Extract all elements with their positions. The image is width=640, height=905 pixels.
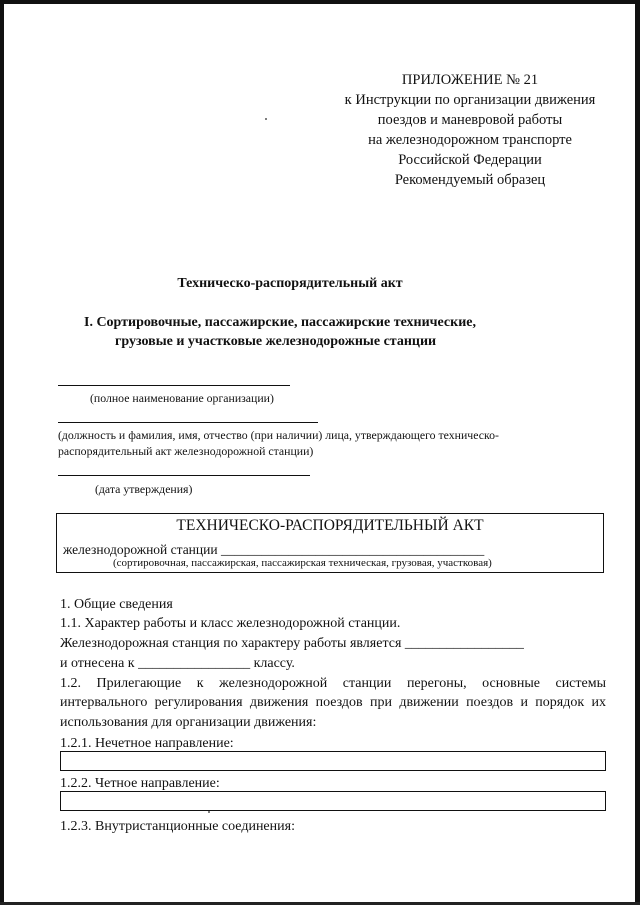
clause-1-2-line: интервального регулирования движения поездов при движении поездов и порядок их [60,695,606,710]
appendix-line: поездов и маневровой работы [377,112,563,128]
clause-1-2-2: 1.2.2. Четное направление: [60,776,220,791]
appendix-line: Российской Федерации [398,152,542,168]
section-heading-line1: I. Сортировочные, пассажирские, пассажирские технические, [84,315,476,330]
date-caption: (дата утверждения) [95,482,193,496]
section-general-info: 1. Общие сведения [60,597,173,612]
clause-1-2-line: 1.2. Прилегающие к железнодорожной станции перегоны, основные системы [60,676,606,691]
appendix-line: к Инструкции по организации движения [344,92,596,108]
appendix-line: Рекомендуемый образец [394,172,546,188]
date-blank-line [58,475,310,476]
position-blank-line [58,422,318,423]
document-title: Техническо-распорядительный акт [177,276,403,291]
section-heading-line2: грузовые и участковые железнодорожные станции [115,334,437,349]
station-field-label: железнодорожной станции _______________________________________ [63,542,485,557]
scan-border-top [0,0,640,4]
appendix-header [320,70,620,190]
station-type-note: (сортировочная, пассажирская, пассажирская техническая, грузовая, участковая) [113,557,492,569]
appendix-line: на железнодорожном транспорте [368,132,572,148]
organization-blank-line [58,385,290,386]
scan-border-right [635,0,640,905]
position-caption: (должность и фамилия, имя, отчество (при наличии) лица, утверждающего техническо- [58,428,499,442]
organization-caption: (полное наименование организации) [90,391,274,405]
clause-1-1: 1.1. Характер работы и класс железнодорожной станции. [60,616,401,631]
scan-speck [265,118,267,120]
scan-border-left [0,0,4,905]
clause-1-2-line: использования для организации движения: [60,715,317,730]
scan-speck [208,811,210,813]
even-direction-field[interactable] [60,791,606,811]
position-caption: распорядительный акт железнодорожной станции) [58,444,314,458]
odd-direction-field[interactable] [60,751,606,771]
clause-1-1-work-type: Железнодорожная станция по характеру работы является _________________ [60,636,524,651]
clause-1-2-3: 1.2.3. Внутристанционные соединения: [60,819,295,834]
act-title: ТЕХНИЧЕСКО-РАСПОРЯДИТЕЛЬНЫЙ АКТ [176,517,484,534]
clause-1-1-class: и отнесена к ________________ классу. [60,656,295,671]
clause-1-2-1: 1.2.1. Нечетное направление: [60,736,234,751]
appendix-number: ПРИЛОЖЕНИЕ № 21 [401,72,539,88]
act-title-box [56,513,604,573]
